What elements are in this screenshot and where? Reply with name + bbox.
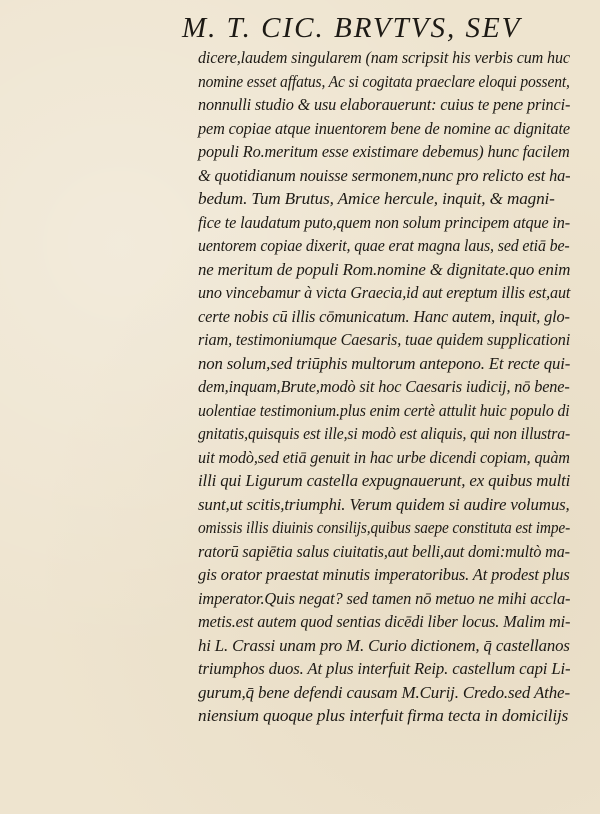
text-line: niensium quoque plus interfuit firma tecta in domicilijs: [198, 706, 569, 725]
text-line: imperator.Quis negat? sed tamen nō metuo ne mihi accla-: [198, 588, 571, 608]
text-line: hi L. Crassi unam pro M. Curio dictionem, q̄ castellanos: [198, 635, 570, 655]
text-line: nomine esset affatus, Ac si cogitata praeclare eloqui possent,: [198, 71, 570, 91]
text-line: dem,inquam,Brute,modò sit hoc Caesaris iudicij, nō bene-: [198, 377, 570, 396]
text-line: dicere,laudem singularem (nam scripsit his verbis cum huc: [198, 48, 570, 67]
body-text: [198, 46, 570, 728]
running-head: M. T. CIC. BRVTVS, SEV: [182, 12, 522, 44]
text-line: & quotidianum nouisse sermonem,nunc pro relicto est ha-: [198, 165, 571, 185]
text-line: uolentiae testimonium.plus enim certè attulit huic populo di: [198, 400, 570, 420]
text-line: ne meritum de populi Rom.nomine & dignitate.quo enim: [198, 259, 571, 279]
text-line: uentorem copiae dixerit, quae erat magna laus, sed etiā be-: [198, 236, 570, 255]
text-line: non solum,sed triūphis multorum antepono. Et recte qui-: [198, 353, 571, 373]
text-line: ratorū sapiētia salus ciuitatis,aut belli,aut domi:multò ma-: [198, 541, 570, 561]
text-line: nonnulli studio & usu elaborauerunt: cuius te pene princi-: [198, 95, 571, 114]
text-line: sunt,ut scitis,triumphi. Verum quidem si audire volumus,: [198, 494, 570, 514]
text-line: illi qui Ligurum castella expugnauerunt, ex quibus multi: [198, 471, 571, 490]
text-line: pem copiae atque inuentorem bene de nomine ac dignitate: [198, 118, 571, 138]
text-line: metis.est autem quod sentias dicēdi liber locus. Malim mi-: [198, 612, 571, 631]
text-line: gurum,q̄ bene defendi causam M.Curij. Credo.sed Athe-: [198, 682, 570, 702]
text-line: certe nobis cū illis cōmunicatum. Hanc autem, inquit, glo-: [198, 306, 570, 326]
text-line: riam, testimoniumque Caesaris, tuae quidem supplicationi: [198, 330, 571, 349]
text-line: gnitatis,quisquis est ille,si modò est aliquis, qui non illustra-: [198, 424, 571, 443]
text-line: gis orator praestat minutis imperatoribus. At prodest plus: [198, 565, 570, 584]
text-line: populi Ro.meritum esse existimare debemus) hunc facilem: [198, 142, 570, 161]
text-line: fice te laudatum puto,quem non solum principem atque in-: [198, 212, 571, 232]
text-line: bedum. Tum Brutus, Amice hercule, inquit, & magni-: [198, 189, 555, 208]
text-line: uit modò,sed etiā genuit in hac urbe dicendi copiam, quàm: [198, 447, 570, 467]
text-line: triumphos duos. At plus interfuit Reip. castellum capi Li-: [198, 659, 571, 678]
text-line: uno vincebamur à victa Graecia,id aut ereptum illis est,aut: [198, 283, 571, 302]
text-line: omissis illis diuinis consilijs,quibus saepe constituta est impe-: [198, 518, 571, 537]
